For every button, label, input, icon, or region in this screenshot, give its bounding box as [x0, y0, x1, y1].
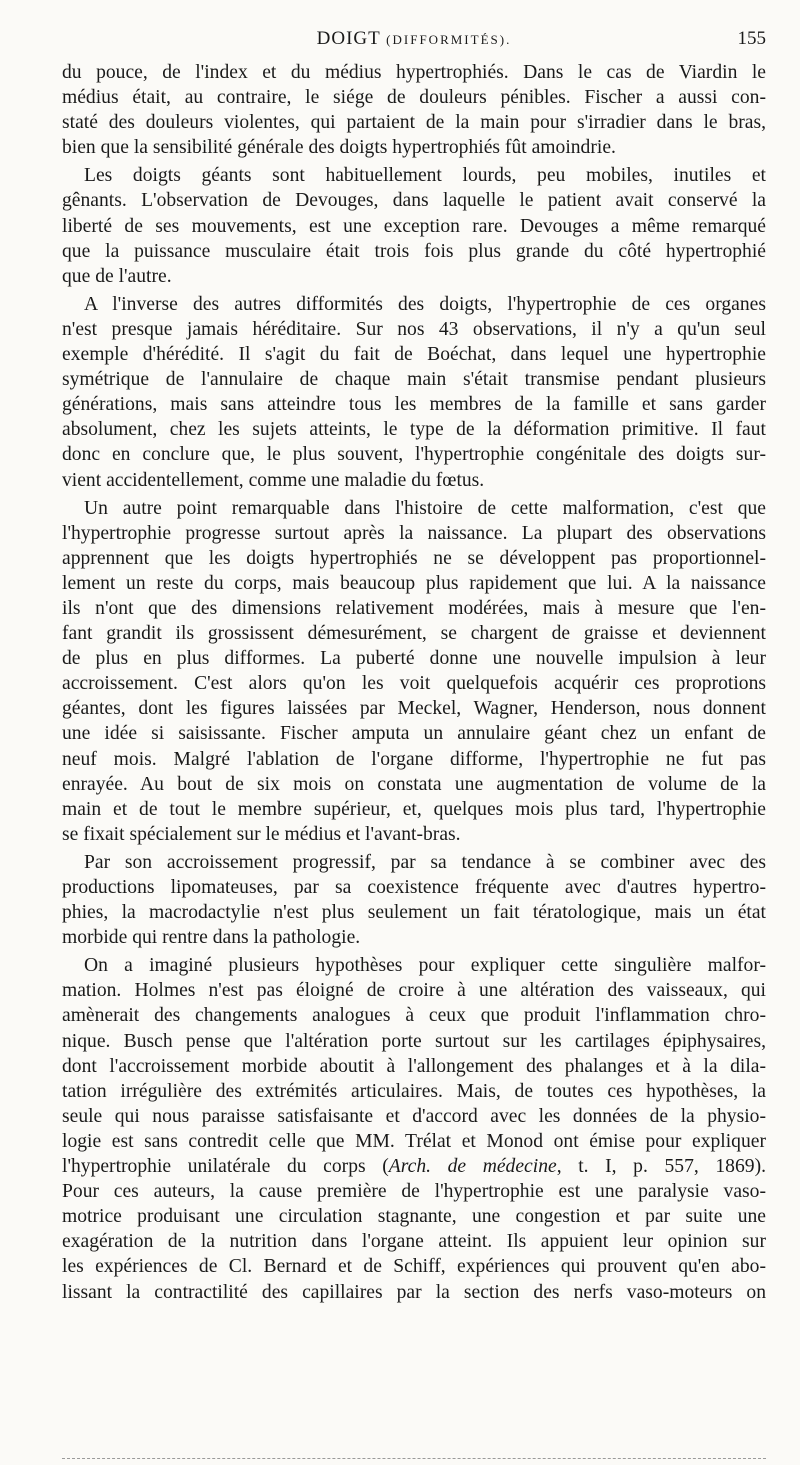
text-line: gênants. L'observation de Devouges, dans laquelle le patient avait conservé la	[62, 190, 766, 212]
paragraph	[62, 496, 766, 847]
text-line: absolument, chez les sujets atteints, le type de la déformation primitive. Il faut	[62, 419, 766, 441]
text-line: se fixait spécialement sur le médius et l'avant-bras.	[62, 823, 461, 845]
text-line: enrayée. Au bout de six mois on constata une augmentation de volume de la	[62, 773, 766, 795]
title-main: DOIGT	[316, 28, 381, 49]
text-line: tation irrégulière des extrémités articulaires. Mais, de toutes ces hypothèses, la	[62, 1080, 766, 1102]
text-line: géantes, dont les figures laissées par Meckel, Wagner, Henderson, nous donnent	[62, 698, 766, 720]
text-line: staté des douleurs violentes, qui partaient de la main pour s'irradier dans le bras,	[62, 112, 766, 134]
text-line: Un autre point remarquable dans l'histoire de cette malformation, c'est que	[84, 497, 766, 519]
text-line: Les doigts géants sont habituellement lourds, peu mobiles, inutiles et	[84, 165, 766, 187]
text-line: On a imaginé plusieurs hypothèses pour expliquer cette singulière malfor-	[84, 955, 766, 977]
page	[62, 28, 766, 1305]
text-line: dont l'accroissement morbide aboutit à l'allongement des phalanges et à la dila-	[62, 1055, 766, 1077]
running-title	[62, 28, 766, 50]
paragraph	[62, 850, 766, 950]
text-line: n'est presque jamais héréditaire. Sur nos 43 observations, il n'y a qu'un seul	[62, 318, 766, 340]
text-line: Pour ces auteurs, la cause première de l'hypertrophie est une paralysie vaso-	[62, 1181, 766, 1203]
text-line: motrice produisant une circulation stagnante, une congestion et par suite une	[62, 1206, 766, 1228]
text-line: médius était, au contraire, le siége de douleurs pénibles. Fischer a aussi con-	[62, 87, 766, 109]
text-line: mation. Holmes n'est pas éloigné de croire à une altération des vaisseaux, qui	[62, 980, 766, 1002]
text-line: accroissement. C'est alors qu'on les voit quelquefois acquérir ces proprotions	[62, 673, 766, 695]
text-line: seule qui nous paraisse satisfaisante et d'accord avec les données de la physio-	[62, 1105, 766, 1127]
text-line: du pouce, de l'index et du médius hypertrophiés. Dans le cas de Viardin le	[62, 62, 766, 83]
text-line: symétrique de l'annulaire de chaque main s'était transmise pendant plusieurs	[62, 369, 766, 391]
text-line: nique. Busch pense que l'altération porte surtout sur les cartilages épiphysaires,	[62, 1030, 766, 1052]
text-line: exagération de la nutrition dans l'organe atteint. Ils appuient leur opinion sur	[62, 1231, 766, 1253]
text-line: liberté de ses mouvements, est une exception rare. Devouges a même remarqué	[62, 215, 766, 237]
paragraph	[62, 953, 766, 1304]
body-text	[62, 60, 766, 1305]
text-line: main et de tout le membre supérieur, et, quelques mois plus tard, l'hypertrophie	[62, 798, 766, 820]
text-line: une idée si saisissante. Fischer amputa un annulaire géant chez un enfant de	[62, 723, 766, 745]
text-line: lissant la contractilité des capillaires par la section des nerfs vaso-moteurs on	[62, 1281, 766, 1303]
paragraph	[62, 292, 766, 493]
title-sub: (DIFFORMITÉS).	[386, 32, 512, 47]
text-line: A l'inverse des autres difformités des doigts, l'hypertrophie de ces organes	[84, 293, 766, 315]
text-line: fant grandit ils grossissent démesurément, se chargent de graisse et deviennent	[62, 623, 766, 645]
text-line: apprennent que les doigts hypertrophiés ne se développent pas proportionnel-	[62, 547, 766, 569]
text-line: l'hypertrophie progresse surtout après la naissance. La plupart des observations	[62, 522, 766, 544]
text-line: générations, mais sans atteindre tous les membres de la famille et sans garder	[62, 394, 766, 416]
running-header	[62, 28, 766, 60]
text-line: morbide qui rentre dans la pathologie.	[62, 927, 361, 949]
text-line: Par son accroissement progressif, par sa tendance à se combiner avec des	[84, 851, 766, 873]
text-line: neuf mois. Malgré l'ablation de l'organe difforme, l'hypertrophie ne fut pas	[62, 748, 766, 770]
text-line: de plus en plus difformes. La puberté donne une nouvelle impulsion à leur	[62, 648, 766, 670]
text-line: que de l'autre.	[62, 265, 172, 287]
text-line: phies, la macrodactylie n'est plus seulement un fait tératologique, mais un état	[62, 902, 766, 924]
text-line: les expériences de Cl. Bernard et de Schiff, expériences qui prouvent qu'en abo-	[62, 1256, 766, 1278]
footer-rule	[62, 1458, 766, 1459]
text-line: productions lipomateuses, par sa coexistence fréquente avec d'autres hypertro-	[62, 877, 766, 898]
text-line: que la puissance musculaire était trois fois plus grande du côté hypertrophié	[62, 240, 766, 262]
text-line: amènerait des changements analogues à ceux que produit l'inflammation chro-	[62, 1005, 766, 1027]
text-line: logie est sans contredit celle que MM. Trélat et Monod ont émise pour expliquer	[62, 1130, 766, 1152]
paragraph	[62, 163, 766, 288]
text-line: bien que la sensibilité générale des doigts hypertrophiés fût amoindrie.	[62, 137, 616, 159]
paragraph	[62, 60, 766, 160]
text-line: l'hypertrophie unilatérale du corps (Arch. de médecine, t. I, p. 557, 1869).	[62, 1156, 766, 1178]
text-line: exemple d'hérédité. Il s'agit du fait de Boéchat, dans lequel une hypertrophie	[62, 344, 766, 366]
text-line: donc en conclure que, le plus souvent, l'hypertrophie congénitale des doigts sur-	[62, 444, 766, 466]
text-line: lement un reste du corps, mais beaucoup plus rapidement que lui. A la naissance	[62, 572, 766, 594]
text-line: ils n'ont que des dimensions relativement modérées, mais à mesure que l'en-	[62, 597, 766, 619]
page-number: 155	[737, 28, 766, 49]
text-line: vient accidentellement, comme une maladie du fœtus.	[62, 469, 485, 491]
